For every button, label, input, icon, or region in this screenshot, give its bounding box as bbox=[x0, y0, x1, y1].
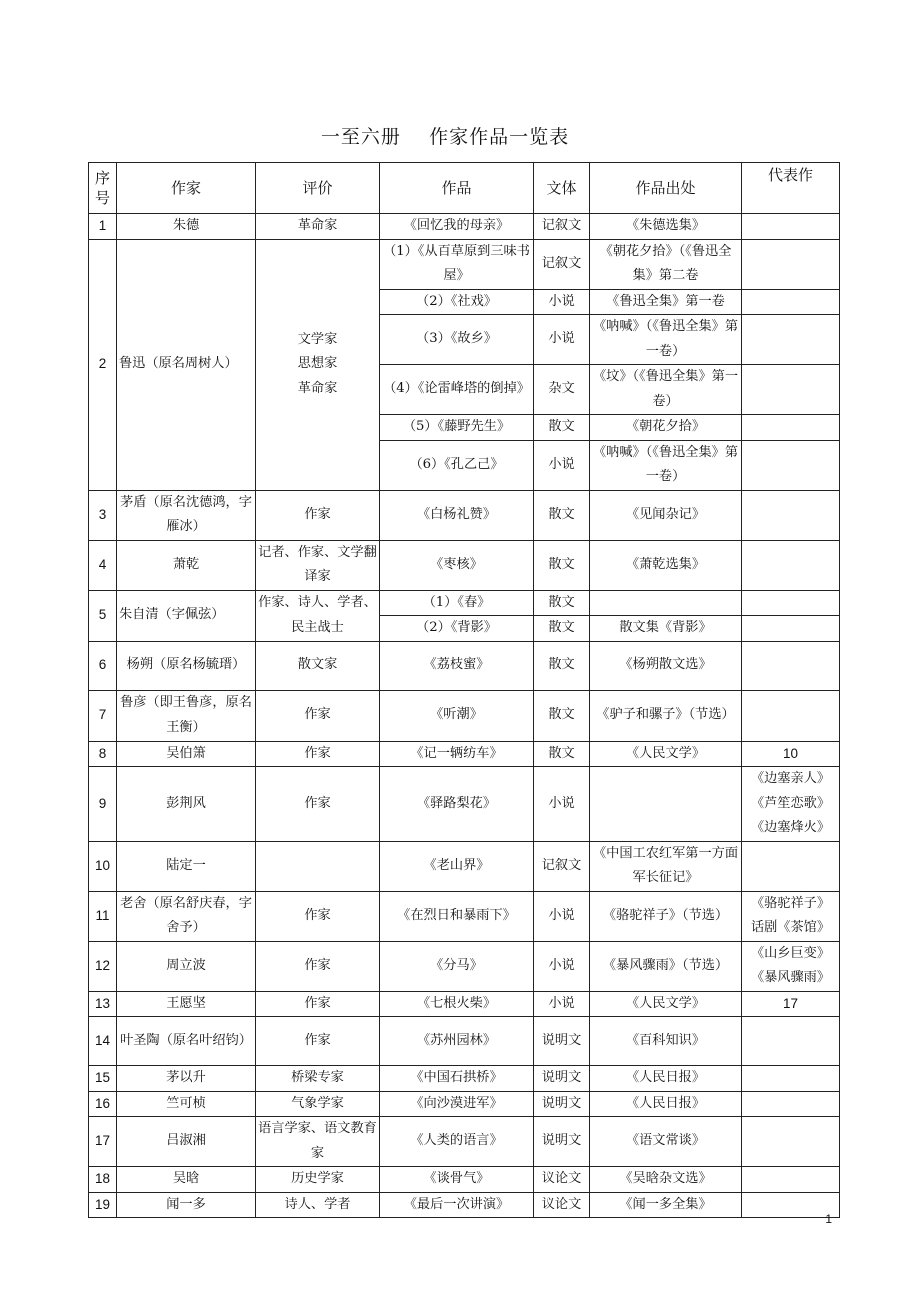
source-cell: 《朝花夕拾》 bbox=[590, 415, 742, 441]
work-cell: （1）《春》 bbox=[380, 590, 534, 616]
source-cell: 《杨朔散文选》 bbox=[590, 641, 742, 690]
genre-cell: 散文 bbox=[534, 616, 590, 642]
header-source: 作品出处 bbox=[590, 163, 742, 214]
author-cell: 叶圣陶（原名叶绍钧） bbox=[117, 1017, 256, 1066]
representative-cell bbox=[742, 641, 840, 690]
table-row bbox=[89, 891, 840, 941]
representative-cell bbox=[742, 415, 840, 441]
genre-cell: 记叙文 bbox=[534, 239, 590, 289]
source-cell: 《呐喊》（《鲁迅全集》第一卷） bbox=[590, 440, 742, 490]
representative-cell bbox=[742, 289, 840, 315]
genre-cell: 散文 bbox=[534, 540, 590, 590]
evaluation-cell: 散文家 bbox=[256, 641, 380, 690]
genre-cell: 散文 bbox=[534, 490, 590, 540]
genre-cell: 小说 bbox=[534, 991, 590, 1017]
work-cell: 《白杨礼赞》 bbox=[380, 490, 534, 540]
page-number: 1 bbox=[825, 1212, 832, 1226]
table-row bbox=[89, 741, 840, 767]
representative-cell bbox=[742, 1167, 840, 1193]
author-cell: 萧乾 bbox=[117, 540, 256, 590]
genre-cell: 散文 bbox=[534, 590, 590, 616]
evaluation-cell: 气象学家 bbox=[256, 1091, 380, 1117]
seq-cell: 1 bbox=[89, 214, 117, 240]
seq-cell: 3 bbox=[89, 490, 117, 540]
work-cell: 《最后一次讲演》 bbox=[380, 1192, 534, 1218]
representative-cell bbox=[742, 590, 840, 616]
table-row bbox=[89, 1066, 840, 1092]
representative-cell bbox=[742, 440, 840, 490]
genre-cell: 散文 bbox=[534, 690, 590, 741]
evaluation-cell: 作家 bbox=[256, 741, 380, 767]
source-cell: 《吴晗杂文选》 bbox=[590, 1167, 742, 1193]
genre-cell: 散文 bbox=[534, 641, 590, 690]
author-cell: 朱自清（字佩弦） bbox=[117, 590, 256, 641]
work-cell: （2）《社戏》 bbox=[380, 289, 534, 315]
representative-cell: 《山乡巨变》 《暴风骤雨》 bbox=[742, 941, 840, 991]
representative-cell bbox=[742, 365, 840, 415]
representative-cell bbox=[742, 1066, 840, 1092]
table-row bbox=[89, 641, 840, 690]
author-cell: 鲁迅（原名周树人） bbox=[117, 239, 256, 490]
table-row bbox=[89, 490, 840, 540]
source-cell: 《闻一多全集》 bbox=[590, 1192, 742, 1218]
work-cell: （3）《故乡》 bbox=[380, 315, 534, 365]
evaluation-cell: 作家 bbox=[256, 991, 380, 1017]
table-row bbox=[89, 239, 840, 289]
source-cell: 《人民日报》 bbox=[590, 1066, 742, 1092]
table-row bbox=[89, 991, 840, 1017]
representative-cell bbox=[742, 841, 840, 891]
source-cell: 《语文常谈》 bbox=[590, 1117, 742, 1167]
seq-cell: 2 bbox=[89, 239, 117, 490]
genre-cell: 杂文 bbox=[534, 365, 590, 415]
author-cell: 茅以升 bbox=[117, 1066, 256, 1092]
genre-cell: 议论文 bbox=[534, 1192, 590, 1218]
seq-cell: 4 bbox=[89, 540, 117, 590]
seq-cell: 18 bbox=[89, 1167, 117, 1193]
work-cell: 《谈骨气》 bbox=[380, 1167, 534, 1193]
source-cell: 《萧乾选集》 bbox=[590, 540, 742, 590]
genre-cell: 小说 bbox=[534, 767, 590, 842]
evaluation-cell: 作家 bbox=[256, 891, 380, 941]
table-row bbox=[89, 1091, 840, 1117]
work-cell: 《枣核》 bbox=[380, 540, 534, 590]
evaluation-cell: 革命家 bbox=[256, 214, 380, 240]
representative-cell bbox=[742, 540, 840, 590]
table-row bbox=[89, 767, 840, 842]
source-cell: 《朱德选集》 bbox=[590, 214, 742, 240]
seq-cell: 7 bbox=[89, 690, 117, 741]
author-cell: 鲁彦（即王鲁彦，原名王衡） bbox=[117, 690, 256, 741]
table-row bbox=[89, 1167, 840, 1193]
seq-cell: 19 bbox=[89, 1192, 117, 1218]
evaluation-cell: 作家 bbox=[256, 941, 380, 991]
author-cell: 吴晗 bbox=[117, 1167, 256, 1193]
representative-cell bbox=[742, 490, 840, 540]
table-row bbox=[89, 941, 840, 991]
seq-cell: 8 bbox=[89, 741, 117, 767]
evaluation-cell: 作家 bbox=[256, 1017, 380, 1066]
table-row bbox=[89, 214, 840, 240]
author-cell: 老舍（原名舒庆春，字舍予） bbox=[117, 891, 256, 941]
table-row bbox=[89, 841, 840, 891]
author-cell: 闻一多 bbox=[117, 1192, 256, 1218]
table-row bbox=[89, 590, 840, 616]
representative-cell bbox=[742, 315, 840, 365]
genre-cell: 记叙文 bbox=[534, 214, 590, 240]
work-cell: （2）《背影》 bbox=[380, 616, 534, 642]
work-cell: 《老山界》 bbox=[380, 841, 534, 891]
source-cell: 散文集《背影》 bbox=[590, 616, 742, 642]
genre-cell: 说明文 bbox=[534, 1017, 590, 1066]
work-cell: 《荔枝蜜》 bbox=[380, 641, 534, 690]
source-cell: 《驴子和骡子》（节选） bbox=[590, 690, 742, 741]
genre-cell: 记叙文 bbox=[534, 841, 590, 891]
table-row bbox=[89, 1017, 840, 1066]
representative-cell: 《骆驼祥子》 话剧《茶馆》 bbox=[742, 891, 840, 941]
seq-cell: 16 bbox=[89, 1091, 117, 1117]
source-cell: 《暴风骤雨》（节选） bbox=[590, 941, 742, 991]
seq-cell: 17 bbox=[89, 1117, 117, 1167]
representative-cell bbox=[742, 239, 840, 289]
genre-cell: 小说 bbox=[534, 289, 590, 315]
source-cell: 《骆驼祥子》（节选） bbox=[590, 891, 742, 941]
work-cell: 《回忆我的母亲》 bbox=[380, 214, 534, 240]
header-seq: 序号 bbox=[89, 163, 117, 214]
author-cell: 朱德 bbox=[117, 214, 256, 240]
seq-cell: 9 bbox=[89, 767, 117, 842]
source-cell: 《人民文学》 bbox=[590, 991, 742, 1017]
work-cell: 《记一辆纺车》 bbox=[380, 741, 534, 767]
evaluation-cell: 历史学家 bbox=[256, 1167, 380, 1193]
source-cell: 《朝花夕拾》（《鲁迅全集》第二卷 bbox=[590, 239, 742, 289]
seq-cell: 11 bbox=[89, 891, 117, 941]
evaluation-cell: 作家 bbox=[256, 767, 380, 842]
source-cell bbox=[590, 590, 742, 616]
evaluation-cell bbox=[256, 841, 380, 891]
author-cell: 吴伯箫 bbox=[117, 741, 256, 767]
works-table bbox=[88, 162, 840, 1218]
table-row bbox=[89, 690, 840, 741]
genre-cell: 散文 bbox=[534, 415, 590, 441]
genre-cell: 说明文 bbox=[534, 1117, 590, 1167]
work-cell: 《中国石拱桥》 bbox=[380, 1066, 534, 1092]
header-row bbox=[89, 163, 840, 214]
author-cell: 王愿坚 bbox=[117, 991, 256, 1017]
author-cell: 竺可桢 bbox=[117, 1091, 256, 1117]
representative-cell bbox=[742, 1091, 840, 1117]
work-cell: （1）《从百草原到三味书屋》 bbox=[380, 239, 534, 289]
work-cell: （4）《论雷峰塔的倒掉》 bbox=[380, 365, 534, 415]
evaluation-cell: 语言学家、语文教育家 bbox=[256, 1117, 380, 1167]
genre-cell: 议论文 bbox=[534, 1167, 590, 1193]
genre-cell: 小说 bbox=[534, 440, 590, 490]
evaluation-cell: 作家、诗人、学者、民主战士 bbox=[256, 590, 380, 641]
table-row bbox=[89, 540, 840, 590]
table-row bbox=[89, 1117, 840, 1167]
source-cell: 《呐喊》（《鲁迅全集》第一卷） bbox=[590, 315, 742, 365]
work-cell: （6）《孔乙己》 bbox=[380, 440, 534, 490]
genre-cell: 说明文 bbox=[534, 1091, 590, 1117]
source-cell: 《百科知识》 bbox=[590, 1017, 742, 1066]
seq-cell: 13 bbox=[89, 991, 117, 1017]
source-cell: 《中国工农红军第一方面军长征记》 bbox=[590, 841, 742, 891]
genre-cell: 小说 bbox=[534, 315, 590, 365]
author-cell: 杨朔（原名杨毓瑨） bbox=[117, 641, 256, 690]
evaluation-cell: 作家 bbox=[256, 490, 380, 540]
author-cell: 茅盾（原名沈德鸿，字雁冰） bbox=[117, 490, 256, 540]
author-cell: 吕淑湘 bbox=[117, 1117, 256, 1167]
seq-cell: 14 bbox=[89, 1017, 117, 1066]
work-cell: （5）《藤野先生》 bbox=[380, 415, 534, 441]
work-cell: 《分马》 bbox=[380, 941, 534, 991]
header-genre: 文体 bbox=[534, 163, 590, 214]
evaluation-cell: 桥梁专家 bbox=[256, 1066, 380, 1092]
genre-cell: 说明文 bbox=[534, 1066, 590, 1092]
representative-cell: 10 bbox=[742, 741, 840, 767]
work-cell: 《人类的语言》 bbox=[380, 1117, 534, 1167]
seq-cell: 5 bbox=[89, 590, 117, 641]
evaluation-cell: 记者、作家、文学翻译家 bbox=[256, 540, 380, 590]
seq-cell: 10 bbox=[89, 841, 117, 891]
author-cell: 彭荆风 bbox=[117, 767, 256, 842]
representative-cell bbox=[742, 616, 840, 642]
representative-cell: 17 bbox=[742, 991, 840, 1017]
work-cell: 《驿路梨花》 bbox=[380, 767, 534, 842]
work-cell: 《听潮》 bbox=[380, 690, 534, 741]
author-cell: 陆定一 bbox=[117, 841, 256, 891]
source-cell: 《人民日报》 bbox=[590, 1091, 742, 1117]
author-cell: 周立波 bbox=[117, 941, 256, 991]
header-representative: 代表作 bbox=[742, 163, 840, 214]
source-cell: 《鲁迅全集》第一卷 bbox=[590, 289, 742, 315]
work-cell: 《七根火柴》 bbox=[380, 991, 534, 1017]
representative-cell: 《边塞亲人》 《芦笙恋歌》 《边塞烽火》 bbox=[742, 767, 840, 842]
seq-cell: 6 bbox=[89, 641, 117, 690]
header-work: 作品 bbox=[380, 163, 534, 214]
header-evaluation: 评价 bbox=[256, 163, 380, 214]
representative-cell bbox=[742, 1017, 840, 1066]
work-cell: 《在烈日和暴雨下》 bbox=[380, 891, 534, 941]
evaluation-cell: 作家 bbox=[256, 690, 380, 741]
genre-cell: 散文 bbox=[534, 741, 590, 767]
evaluation-cell: 文学家 思想家 革命家 bbox=[256, 239, 380, 490]
representative-cell bbox=[742, 690, 840, 741]
seq-cell: 12 bbox=[89, 941, 117, 991]
work-cell: 《苏州园林》 bbox=[380, 1017, 534, 1066]
evaluation-cell: 诗人、学者 bbox=[256, 1192, 380, 1218]
genre-cell: 小说 bbox=[534, 941, 590, 991]
work-cell: 《向沙漠进军》 bbox=[380, 1091, 534, 1117]
seq-cell: 15 bbox=[89, 1066, 117, 1092]
page-title: 一至六册 作家作品一览表 bbox=[320, 126, 570, 148]
source-cell bbox=[590, 767, 742, 842]
source-cell: 《见闻杂记》 bbox=[590, 490, 742, 540]
source-cell: 《坟》（《鲁迅全集》第一卷） bbox=[590, 365, 742, 415]
representative-cell bbox=[742, 1117, 840, 1167]
source-cell: 《人民文学》 bbox=[590, 741, 742, 767]
table-row bbox=[89, 1192, 840, 1218]
header-author: 作家 bbox=[117, 163, 256, 214]
genre-cell: 小说 bbox=[534, 891, 590, 941]
representative-cell bbox=[742, 214, 840, 240]
